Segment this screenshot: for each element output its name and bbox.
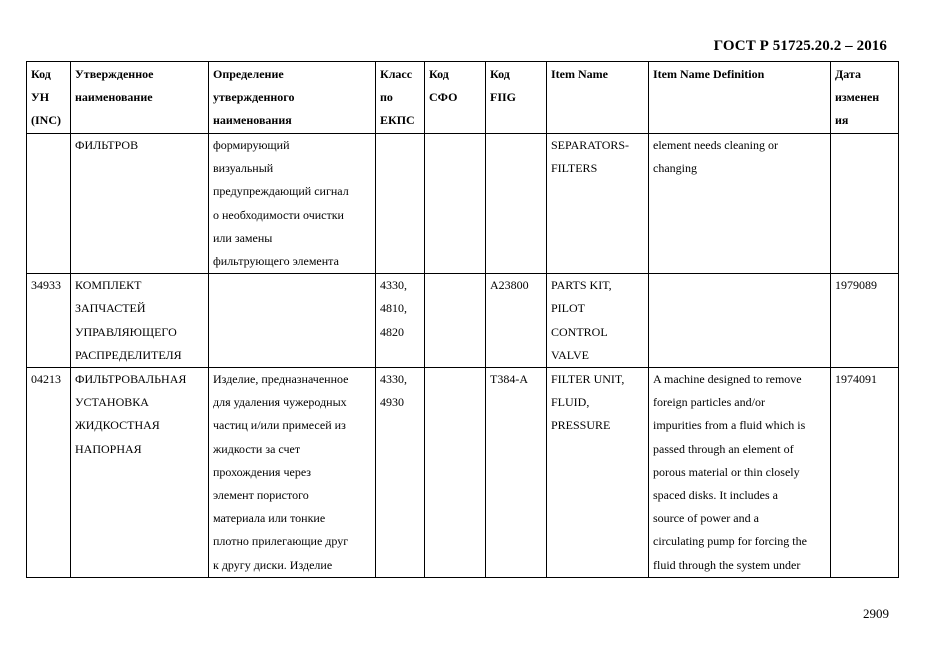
header-text-line: изменен (835, 90, 880, 105)
cell-item-name (547, 274, 649, 368)
cell-text-line: circulating pump for forcing the (653, 534, 807, 549)
cell-fiig-code (486, 274, 547, 368)
cell-text-line: 4810, (380, 301, 407, 316)
cell-text-line: плотно прилегающие друг (213, 534, 349, 549)
column-header-name (71, 62, 209, 134)
header-text-line: Item Name (551, 67, 608, 81)
cell-text-line: к другу диски. Изделие (213, 557, 333, 572)
cell-ekps-class (376, 274, 425, 368)
document-standard-header: ГОСТ Р 51725.20.2 – 2016 (713, 38, 887, 54)
cell-inc (27, 274, 71, 368)
cell-approved-name (71, 134, 209, 274)
cell-text-line: A machine designed to remove (653, 372, 802, 387)
cell-text-line: Изделие, предназначенное (213, 372, 349, 387)
cell-text-line: T384-A (490, 372, 528, 387)
cell-text-line: предупреждающий сигнал (213, 184, 349, 199)
cell-text-line: УПРАВЛЯЮЩЕГО (75, 324, 177, 339)
cell-inc (27, 134, 71, 274)
page-number: 2909 (863, 606, 889, 621)
column-header-fiig (486, 62, 547, 134)
cell-fiig-code (486, 368, 547, 578)
cell-text-line: элемент пористого (213, 488, 309, 503)
cell-sfo-code (425, 274, 486, 368)
cell-text-line: формирующий (213, 138, 290, 152)
cell-text-line: FILTERS (551, 161, 598, 176)
cell-text-line: ФИЛЬТРОВАЛЬНАЯ (75, 372, 187, 387)
column-header-item-definition (649, 62, 831, 134)
cell-text-line: PILOT (551, 301, 585, 316)
header-text-line: Класс (380, 67, 413, 81)
header-text-line: Код (31, 67, 51, 81)
table-header-row (27, 62, 899, 134)
cell-text-line: НАПОРНАЯ (75, 441, 142, 456)
cell-item-name (547, 368, 649, 578)
cell-text-line: porous material or thin closely (653, 464, 800, 479)
cell-text-line: PRESSURE (551, 418, 611, 433)
cell-text-line: passed through an element of (653, 441, 794, 456)
cell-change-date (831, 134, 899, 274)
header-text-line: Определение (213, 67, 284, 81)
cell-text-line: РАСПРЕДЕЛИТЕЛЯ (75, 347, 182, 362)
cell-text-line: foreign particles and/or (653, 395, 765, 410)
cell-text-line: element needs cleaning or (653, 138, 778, 152)
cell-text-line: 1974091 (835, 372, 877, 387)
cell-text-line: changing (653, 161, 697, 176)
cell-ekps-class (376, 368, 425, 578)
cell-sfo-code (425, 368, 486, 578)
header-text-line: Код (429, 67, 449, 81)
cell-text-line: 4330, (380, 372, 407, 387)
cell-text-line: 34933 (31, 278, 61, 293)
cell-text-line: source of power and a (653, 511, 759, 526)
header-text-line: Код (490, 67, 510, 81)
cell-text-line: 4930 (380, 395, 404, 410)
header-text-line: Item Name Definition (653, 67, 765, 81)
cell-text-line: 1979089 (835, 278, 877, 293)
column-header-sfo (425, 62, 486, 134)
header-text-line: наименования (213, 113, 292, 128)
cell-item-name (547, 134, 649, 274)
column-header-definition (209, 62, 376, 134)
cell-text-line: impurities from a fluid which is (653, 418, 806, 433)
cell-text-line: A23800 (490, 278, 529, 293)
cell-text-line: ФИЛЬТРОВ (75, 138, 139, 152)
cell-text-line: 4330, (380, 278, 407, 293)
cell-text-line: УСТАНОВКА (75, 395, 149, 410)
cell-text-line: 04213 (31, 372, 61, 387)
column-header-inc (27, 62, 71, 134)
cell-approved-name (71, 274, 209, 368)
cell-ekps-class (376, 134, 425, 274)
column-header-item-name (547, 62, 649, 134)
cell-text-line: 4820 (380, 324, 404, 339)
header-text-line: СФО (429, 90, 458, 105)
table-row (27, 368, 899, 578)
column-header-ekps (376, 62, 425, 134)
cell-sfo-code (425, 134, 486, 274)
cell-text-line: о необходимости очистки (213, 207, 344, 222)
header-text-line: УН (31, 90, 50, 105)
cell-text-line: материала или тонкие (213, 511, 326, 526)
header-text-line: ЕКПС (380, 113, 415, 128)
cell-definition (209, 274, 376, 368)
cell-text-line: PARTS KIT, (551, 278, 612, 293)
header-text-line: Утвержденное (75, 67, 154, 81)
cell-approved-name (71, 368, 209, 578)
cell-item-name-definition (649, 368, 831, 578)
cell-text-line: визуальный (213, 161, 274, 176)
header-text-line: утвержденного (213, 90, 295, 105)
cell-fiig-code (486, 134, 547, 274)
header-text-line: Дата (835, 67, 861, 81)
cell-inc (27, 368, 71, 578)
cell-change-date (831, 274, 899, 368)
cell-text-line: FLUID, (551, 395, 590, 410)
header-text-line: FIIG (490, 90, 517, 105)
cell-text-line: фильтрующего элемента (213, 254, 339, 269)
header-text-line: по (380, 90, 393, 105)
cell-definition (209, 368, 376, 578)
cell-text-line: прохождения через (213, 464, 312, 479)
cell-definition (209, 134, 376, 274)
cell-text-line: spaced disks. It includes a (653, 488, 778, 503)
cell-text-line: fluid through the system under (653, 557, 801, 572)
cell-text-line: или замены (213, 230, 273, 245)
cell-text-line: ЖИДКОСТНАЯ (75, 418, 160, 433)
header-text-line: (INC) (31, 113, 61, 128)
column-header-date (831, 62, 899, 134)
cell-text-line: ЗАПЧАСТЕЙ (75, 301, 146, 316)
items-table (26, 61, 899, 578)
cell-text-line: FILTER UNIT, (551, 372, 625, 387)
cell-item-name-definition (649, 134, 831, 274)
table-row (27, 134, 899, 274)
table-row (27, 274, 899, 368)
cell-text-line: SEPARATORS- (551, 138, 630, 152)
cell-text-line: для удаления чужеродных (213, 395, 347, 410)
cell-text-line: жидкости за счет (213, 441, 301, 456)
header-text-line: наименование (75, 90, 153, 105)
cell-text-line: частиц и/или примесей из (213, 418, 346, 433)
cell-text-line: КОМПЛЕКТ (75, 278, 142, 293)
cell-change-date (831, 368, 899, 578)
header-text-line: ия (835, 113, 849, 128)
cell-text-line: VALVE (551, 347, 590, 362)
cell-text-line: CONTROL (551, 324, 608, 339)
cell-item-name-definition (649, 274, 831, 368)
